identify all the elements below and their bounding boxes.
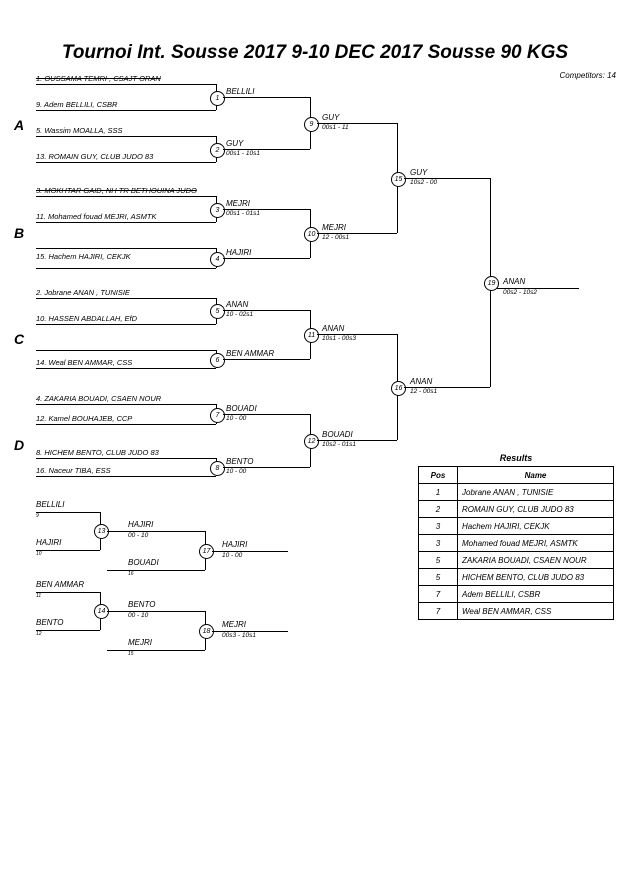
entrant-name: 8. HICHEM BENTO, CLUB JUDO 83 xyxy=(36,448,159,457)
bracket-line xyxy=(36,298,216,299)
entrant-name: 12. Kamel BOUHAJEB, CCP xyxy=(36,414,133,423)
result-pos: 3 xyxy=(419,535,458,552)
match-winner: HAJIRI xyxy=(128,520,154,529)
bracket-line xyxy=(36,248,216,249)
column-header-pos: Pos xyxy=(419,467,458,484)
match-number: 13 xyxy=(94,524,109,539)
match-score: 00 - 10 xyxy=(128,612,149,619)
match-score: 10s2 - 01s1 xyxy=(322,441,356,448)
match-score: 10 - 00 xyxy=(226,468,247,475)
match-number: 19 xyxy=(484,276,499,291)
bracket-line xyxy=(223,359,310,360)
repechage-index: 10 xyxy=(36,551,42,557)
page-title: Tournoi Int. Sousse 2017 9-10 DEC 2017 Sousse 90 KGS xyxy=(61,42,569,63)
table-row xyxy=(419,569,614,586)
bracket-line xyxy=(36,110,216,111)
repechage-entrant: BELLILI xyxy=(36,500,65,509)
bracket-line xyxy=(107,531,205,532)
bracket-line xyxy=(107,570,205,571)
result-name: Jobrane ANAN , TUNISIE xyxy=(458,484,614,501)
match-score: 00s1 - 01s1 xyxy=(226,210,260,217)
results-title: Results xyxy=(499,453,533,463)
match-winner: BELLILI xyxy=(226,87,255,96)
match-winner: BOUADI xyxy=(226,404,257,413)
match-number: 5 xyxy=(210,304,225,319)
repechage-entrant: BEN AMMAR xyxy=(36,580,85,589)
match-winner: ANAN xyxy=(410,377,433,386)
repechage-entrant: BENTO xyxy=(36,618,64,627)
results-table xyxy=(418,466,614,620)
entrant-name: 3. MOKHTAR GAID, NH TR BETHOUINA JUDO xyxy=(36,186,197,195)
match-score: 00s2 - 10s2 xyxy=(503,289,537,296)
result-pos: 7 xyxy=(419,586,458,603)
match-number: 3 xyxy=(210,203,225,218)
entrant-name: 4. ZAKARIA BOUADI, CSAEN NOUR xyxy=(36,394,162,403)
bracket-line xyxy=(36,458,216,459)
result-name: Mohamed fouad MEJRI, ASMTK xyxy=(458,535,614,552)
result-name: ROMAIN GUY, CLUB JUDO 83 xyxy=(458,501,614,518)
entrant-name: 9. Adem BELLILI, CSBR xyxy=(36,100,118,109)
result-name: Hachem HAJIRI, CEKJK xyxy=(458,518,614,535)
match-winner: BENTO xyxy=(226,457,254,466)
repechage-index: 16 xyxy=(128,571,134,577)
bracket-line xyxy=(36,592,100,593)
entrant-name: 15. Hachem HAJIRI, CEKJK xyxy=(36,252,131,261)
result-pos: 7 xyxy=(419,603,458,620)
column-header-name: Name xyxy=(458,467,614,484)
match-number: 14 xyxy=(94,604,109,619)
bracket-line xyxy=(36,424,216,425)
repechage-entrant: BOUADI xyxy=(128,558,159,567)
match-score: 00s1 - 11 xyxy=(322,124,349,131)
result-pos: 5 xyxy=(419,569,458,586)
bracket-line xyxy=(36,196,216,197)
entrant-name: 10. HASSEN ABDALLAH, EfD xyxy=(36,314,138,323)
match-winner: ANAN xyxy=(226,300,249,309)
match-score: 10 - 00 xyxy=(222,552,243,559)
results-panel xyxy=(418,453,614,620)
match-score: 10 - 00 xyxy=(226,415,247,422)
bracket-line xyxy=(36,162,216,163)
match-winner: HAJIRI xyxy=(226,248,252,257)
entrant-name: 16. Naceur TIBA, ESS xyxy=(36,466,111,475)
match-score: 00 - 10 xyxy=(128,532,149,539)
match-score: 10 - 02s1 xyxy=(226,311,254,318)
entrant-name: 1. OUSSAMA TEMRI , CSAJT ORAN xyxy=(36,74,161,83)
bracket-line xyxy=(36,136,216,137)
match-number: 18 xyxy=(199,624,214,639)
repechage-index: 11 xyxy=(36,593,42,599)
table-row xyxy=(419,518,614,535)
repechage-index: 9 xyxy=(36,513,39,519)
match-number: 7 xyxy=(210,408,225,423)
bracket-line xyxy=(36,512,100,513)
bracket-line xyxy=(36,268,216,269)
group-label-a: A xyxy=(14,117,25,133)
bracket-line xyxy=(223,97,310,98)
entrant-name: 2. Jobrane ANAN , TUNISIE xyxy=(36,288,130,297)
repechage-entrant: MEJRI xyxy=(128,638,152,647)
match-winner: ANAN xyxy=(322,324,345,333)
entrant-name: 5. Wassim MOALLA, SSS xyxy=(36,126,123,135)
bracket-line xyxy=(36,324,216,325)
result-name: ZAKARIA BOUADI, CSAEN NOUR xyxy=(458,552,614,569)
champion-name: ANAN xyxy=(503,277,526,286)
match-score: 10s2 - 00 xyxy=(410,179,438,186)
entrant-name: 11. Mohamed fouad MEJRI, ASMTK xyxy=(36,212,157,221)
match-score: 12 - 00s1 xyxy=(322,234,350,241)
match-number: 11 xyxy=(304,328,319,343)
bracket-line xyxy=(36,84,216,85)
match-winner: MEJRI xyxy=(322,223,346,232)
result-pos: 1 xyxy=(419,484,458,501)
match-winner: MEJRI xyxy=(222,620,246,629)
table-row xyxy=(419,535,614,552)
match-number: 4 xyxy=(210,252,225,267)
bracket-line xyxy=(223,258,310,259)
entrant-name: 13. ROMAIN GUY, CLUB JUDO 83 xyxy=(36,152,154,161)
match-winner: BENTO xyxy=(128,600,156,609)
group-label-b: B xyxy=(14,225,25,241)
table-row xyxy=(419,603,614,620)
match-number: 10 xyxy=(304,227,319,242)
match-number: 16 xyxy=(391,381,406,396)
group-label-d: D xyxy=(14,437,25,453)
bracket-line xyxy=(36,550,100,551)
match-winner: BEN AMMAR xyxy=(226,349,275,358)
bracket-line xyxy=(107,611,205,612)
match-winner: MEJRI xyxy=(226,199,250,208)
table-row xyxy=(419,586,614,603)
result-name: Weal BEN AMMAR, CSS xyxy=(458,603,614,620)
competitors-count: Competitors: 14 xyxy=(559,71,616,80)
bracket-line xyxy=(36,404,216,405)
table-header-row xyxy=(419,467,614,484)
bracket-line xyxy=(36,630,100,631)
table-row xyxy=(419,552,614,569)
match-score: 00s1 - 10s1 xyxy=(226,150,260,157)
result-name: Adem BELLILI, CSBR xyxy=(458,586,614,603)
repechage-index: 12 xyxy=(36,631,42,637)
result-pos: 3 xyxy=(419,518,458,535)
table-row xyxy=(419,501,614,518)
repechage-index: 15 xyxy=(128,651,134,657)
bracket-line xyxy=(107,650,205,651)
match-winner: HAJIRI xyxy=(222,540,248,549)
match-score: 12 - 00s1 xyxy=(410,388,438,395)
match-number: 12 xyxy=(304,434,319,449)
table-row xyxy=(419,484,614,501)
match-winner: GUY xyxy=(226,139,244,148)
match-score: 10s1 - 00s3 xyxy=(322,335,356,342)
match-winner: GUY xyxy=(322,113,340,122)
match-number: 2 xyxy=(210,143,225,158)
entrant-name: 14. Weal BEN AMMAR, CSS xyxy=(36,358,133,367)
match-number: 17 xyxy=(199,544,214,559)
result-name: HICHEM BENTO, CLUB JUDO 83 xyxy=(458,569,614,586)
match-score: 00s3 - 10s1 xyxy=(222,632,256,639)
bracket-line xyxy=(36,222,216,223)
repechage-entrant: HAJIRI xyxy=(36,538,62,547)
match-number: 1 xyxy=(210,91,225,106)
bracket-line xyxy=(36,368,216,369)
match-winner: GUY xyxy=(410,168,428,177)
match-number: 8 xyxy=(210,461,225,476)
match-winner: BOUADI xyxy=(322,430,353,439)
result-pos: 2 xyxy=(419,501,458,518)
match-number: 6 xyxy=(210,353,225,368)
result-pos: 5 xyxy=(419,552,458,569)
bracket-line xyxy=(36,476,216,477)
group-label-c: C xyxy=(14,331,25,347)
match-number: 15 xyxy=(391,172,406,187)
bracket-line xyxy=(36,350,216,351)
match-number: 9 xyxy=(304,117,319,132)
